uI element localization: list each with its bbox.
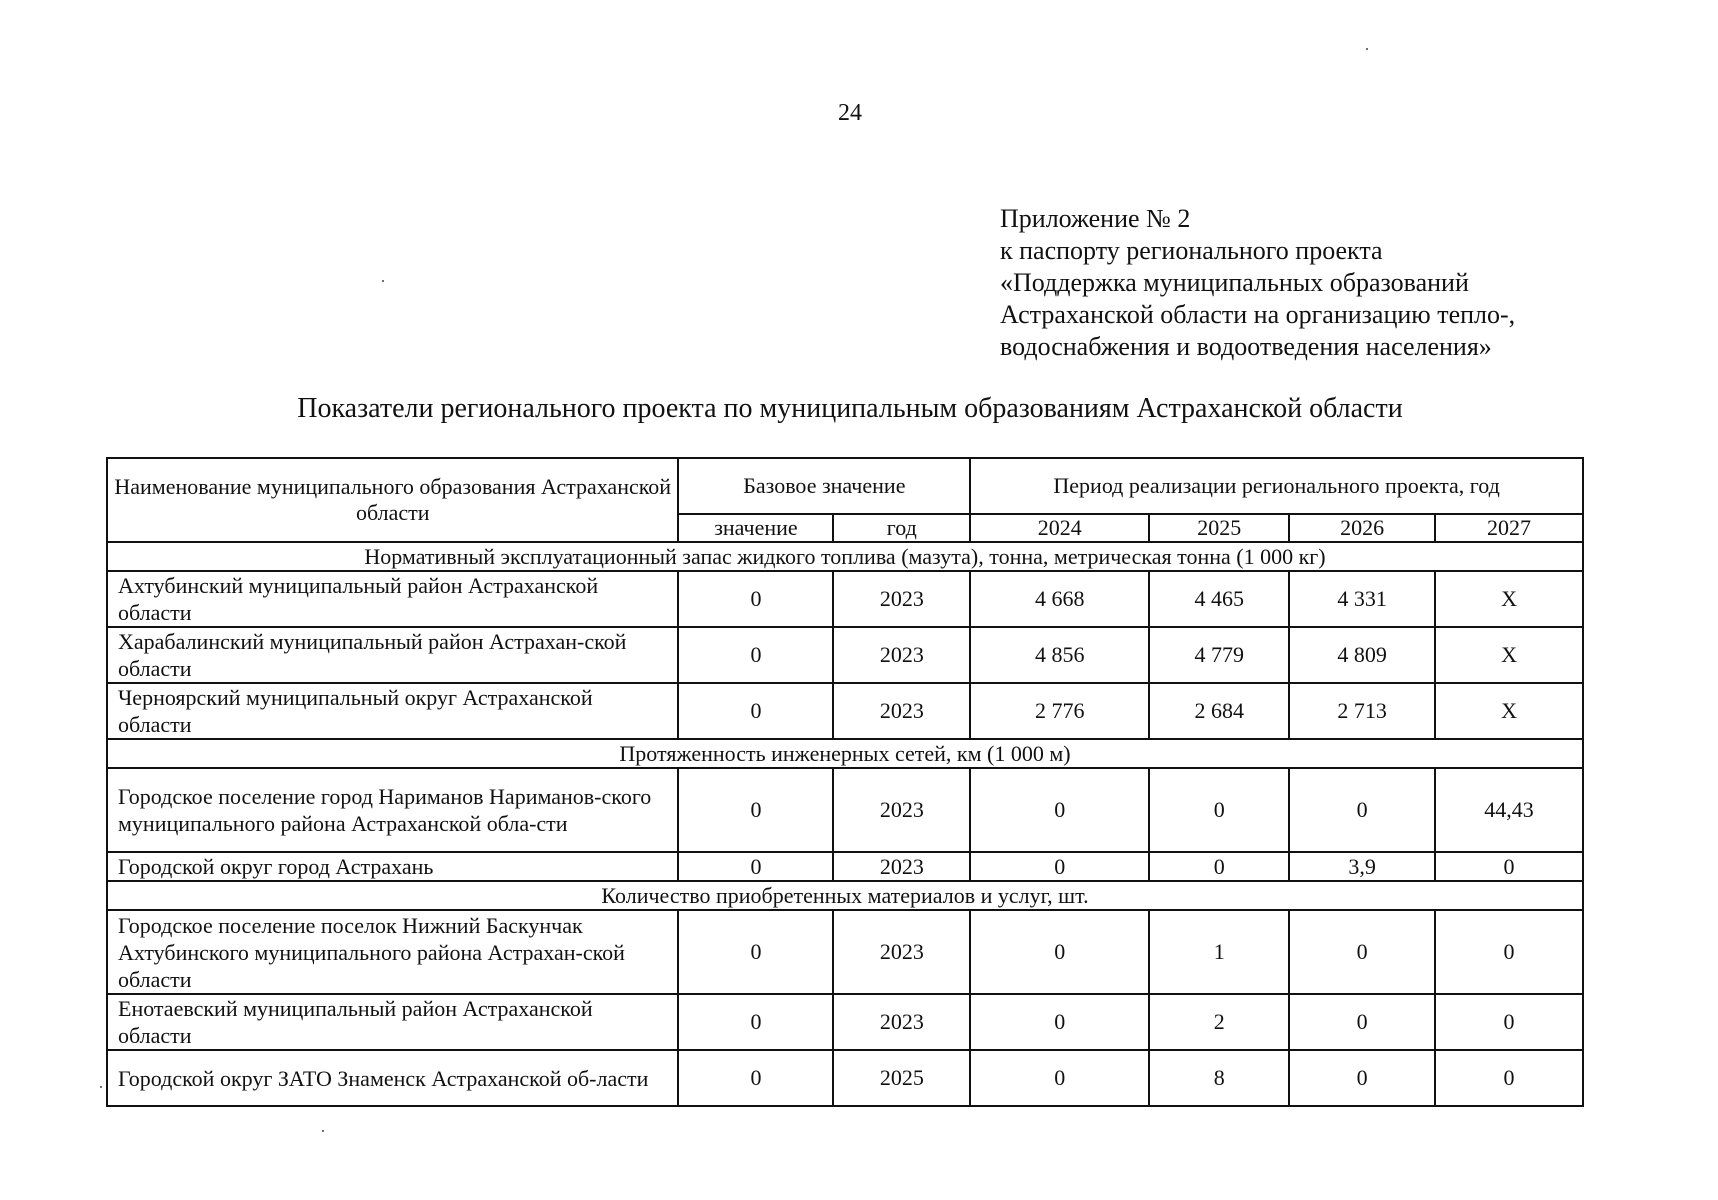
municipality-name: Городской округ город Астрахань xyxy=(107,852,678,881)
value-2027-cell: 0 xyxy=(1435,910,1583,994)
base-year-cell: 2023 xyxy=(833,627,970,683)
value-2025-cell: 4 779 xyxy=(1149,627,1289,683)
header-year-2026: 2026 xyxy=(1289,514,1435,542)
base-value-cell: 0 xyxy=(678,852,833,881)
value-2026-cell: 0 xyxy=(1289,768,1435,852)
base-year-cell: 2023 xyxy=(833,683,970,739)
section-title: Количество приобретенных материалов и услуг, шт. xyxy=(107,881,1583,910)
base-value-cell: 0 xyxy=(678,571,833,627)
value-2024-cell: 4 668 xyxy=(970,571,1149,627)
value-2024-cell: 4 856 xyxy=(970,627,1149,683)
section-row xyxy=(107,881,1583,910)
value-2026-cell: 4 331 xyxy=(1289,571,1435,627)
base-value-cell: 0 xyxy=(678,627,833,683)
value-2024-cell: 0 xyxy=(970,910,1149,994)
table-row xyxy=(107,910,1583,994)
base-year-cell: 2023 xyxy=(833,852,970,881)
municipality-name: Городское поселение город Нариманов Нариманов-ского муниципального района Астраханской обла-сти xyxy=(107,768,678,852)
appendix-note xyxy=(1000,203,1680,363)
value-2025-cell: 2 684 xyxy=(1149,683,1289,739)
base-year-cell: 2023 xyxy=(833,571,970,627)
appendix-line: к паспорту регионального проекта xyxy=(1000,236,1383,265)
scan-speck xyxy=(100,1086,102,1088)
table-row xyxy=(107,571,1583,627)
header-year: год xyxy=(833,514,970,542)
value-2026-cell: 0 xyxy=(1289,1050,1435,1106)
value-2027-cell: X xyxy=(1435,683,1583,739)
table-row xyxy=(107,627,1583,683)
base-value-cell: 0 xyxy=(678,910,833,994)
table-row xyxy=(107,1050,1583,1106)
table-row xyxy=(107,768,1583,852)
header-base-value: Базовое значение xyxy=(678,458,970,514)
value-2025-cell: 2 xyxy=(1149,994,1289,1050)
municipality-name: Городское поселение поселок Нижний Баскунчак Ахтубинского муниципального района Астрахан-ской области xyxy=(107,910,678,994)
appendix-line: «Поддержка муниципальных образований xyxy=(1000,268,1469,297)
value-2025-cell: 0 xyxy=(1149,768,1289,852)
table-row xyxy=(107,683,1583,739)
value-2024-cell: 0 xyxy=(970,852,1149,881)
value-2024-cell: 0 xyxy=(970,1050,1149,1106)
base-year-cell: 2025 xyxy=(833,1050,970,1106)
value-2026-cell: 4 809 xyxy=(1289,627,1435,683)
header-year-2024: 2024 xyxy=(970,514,1149,542)
document-title: Показатели регионального проекта по муниципальным образованиям Астраханской области xyxy=(297,393,1403,424)
value-2025-cell: 4 465 xyxy=(1149,571,1289,627)
section-title: Нормативный эксплуатационный запас жидкого топлива (мазута), тонна, метрическая тонна (1 000 кг) xyxy=(107,542,1583,571)
municipality-name: Ахтубинский муниципальный район Астраханской области xyxy=(107,571,678,627)
header-period: Период реализации регионального проекта, год xyxy=(970,458,1583,514)
header-year-2027: 2027 xyxy=(1435,514,1583,542)
appendix-line: Астраханской области на организацию тепло-, xyxy=(1000,300,1516,329)
base-year-cell: 2023 xyxy=(833,768,970,852)
value-2027-cell: X xyxy=(1435,571,1583,627)
municipality-name: Енотаевский муниципальный район Астраханской области xyxy=(107,994,678,1050)
municipality-name: Городской округ ЗАТО Знаменск Астраханской об-ласти xyxy=(107,1050,678,1106)
base-year-cell: 2023 xyxy=(833,994,970,1050)
header-name: Наименование муниципального образования Астраханской области xyxy=(107,458,678,542)
base-value-cell: 0 xyxy=(678,1050,833,1106)
header-value: значение xyxy=(678,514,833,542)
municipality-name: Харабалинский муниципальный район Астрахан-ской области xyxy=(107,627,678,683)
value-2025-cell: 8 xyxy=(1149,1050,1289,1106)
section-row xyxy=(107,739,1583,768)
value-2026-cell: 0 xyxy=(1289,910,1435,994)
value-2027-cell: 0 xyxy=(1435,1050,1583,1106)
value-2026-cell: 2 713 xyxy=(1289,683,1435,739)
municipality-name: Черноярский муниципальный округ Астраханской области xyxy=(107,683,678,739)
table-row xyxy=(107,994,1583,1050)
section-title: Протяженность инженерных сетей, км (1 000 м) xyxy=(107,739,1583,768)
scan-speck xyxy=(1366,48,1368,50)
value-2025-cell: 0 xyxy=(1149,852,1289,881)
page-number: 24 xyxy=(838,100,862,126)
header-row xyxy=(107,458,1583,514)
value-2027-cell: X xyxy=(1435,627,1583,683)
value-2027-cell: 44,43 xyxy=(1435,768,1583,852)
value-2024-cell: 0 xyxy=(970,994,1149,1050)
value-2027-cell: 0 xyxy=(1435,852,1583,881)
appendix-line: водоснабжения и водоотведения населения» xyxy=(1000,332,1492,361)
indicators-table xyxy=(106,457,1584,1107)
appendix-line: Приложение № 2 xyxy=(1000,204,1191,233)
base-value-cell: 0 xyxy=(678,768,833,852)
table-row xyxy=(107,852,1583,881)
section-row xyxy=(107,542,1583,571)
scan-speck xyxy=(382,280,384,282)
base-year-cell: 2023 xyxy=(833,910,970,994)
value-2025-cell: 1 xyxy=(1149,910,1289,994)
header-year-2025: 2025 xyxy=(1149,514,1289,542)
value-2024-cell: 0 xyxy=(970,768,1149,852)
value-2026-cell: 0 xyxy=(1289,994,1435,1050)
scan-speck xyxy=(322,1130,324,1132)
base-value-cell: 0 xyxy=(678,683,833,739)
value-2026-cell: 3,9 xyxy=(1289,852,1435,881)
value-2027-cell: 0 xyxy=(1435,994,1583,1050)
base-value-cell: 0 xyxy=(678,994,833,1050)
value-2024-cell: 2 776 xyxy=(970,683,1149,739)
